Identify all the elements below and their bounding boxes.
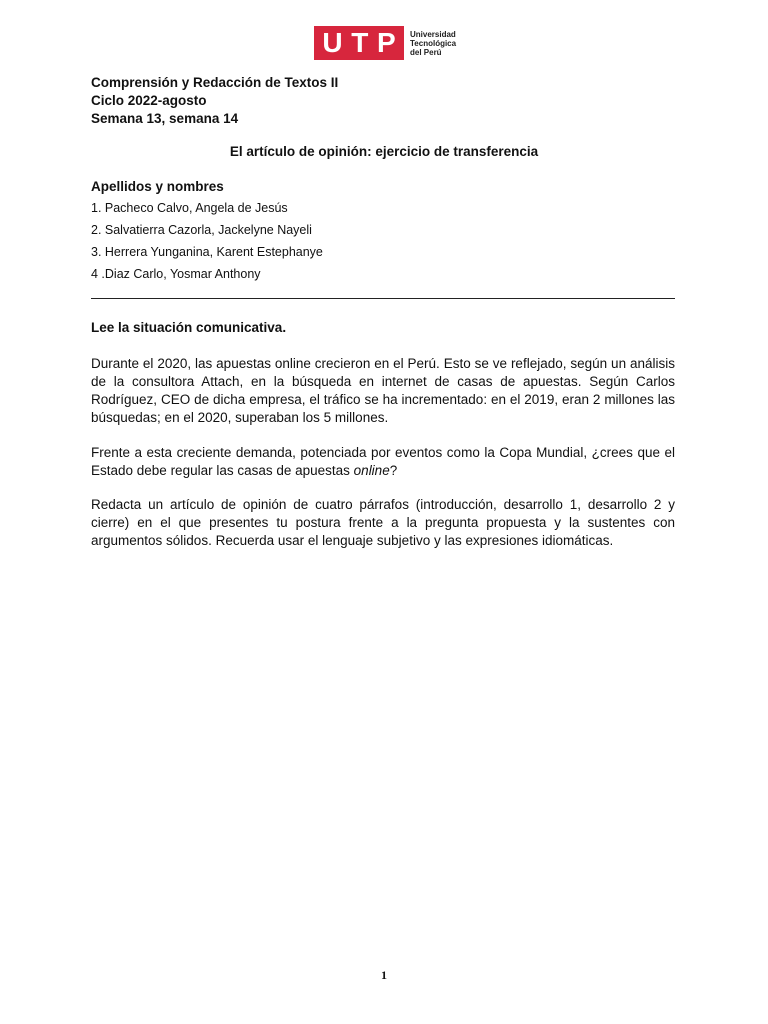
logo-letter-u: U: [322, 27, 343, 58]
name-item: 2. Salvatierra Cazorla, Jackelyne Nayeli: [91, 223, 312, 237]
paragraph-2-italic: online: [353, 463, 390, 478]
name-item: 3. Herrera Yunganina, Karent Estephanye: [91, 245, 323, 259]
utp-logo-mark: [314, 26, 404, 60]
utp-logo-text: [410, 30, 456, 57]
logo-text-line-2: Tecnológica: [410, 38, 457, 48]
course-cycle: Ciclo 2022-agosto: [91, 93, 207, 108]
logo-text-line-1: Universidad: [410, 29, 456, 39]
paragraph-2: [91, 444, 675, 480]
paragraph-2-start: Frente a esta creciente demanda, potenciada por eventos como la Copa Mundial, ¿crees que el Estado debe regular las casas de apuestas: [91, 445, 675, 478]
utp-logo: [314, 26, 456, 60]
page-number: 1: [381, 968, 387, 982]
logo-letter-t: T: [351, 27, 369, 58]
separator-line: [91, 298, 675, 299]
names-list: [91, 197, 323, 285]
logo-letter-p: P: [376, 27, 396, 58]
paragraph-1: Durante el 2020, las apuestas online crecieron en el Perú. Esto se ve reflejado, según un análisis de la consultora Attach, en la búsqueda en internet de casas de apuestas. Según Carlos Rodríguez, CEO de dicha empresa, el tráfico se ha incrementado: en el 2019, eran 2 millones las búsquedas; en el 2020, superaban los 5 millones.: [91, 356, 675, 425]
section-heading: Lee la situación comunicativa.: [91, 320, 287, 335]
logo-text-line-3: del Perú: [410, 47, 442, 57]
course-name: Comprensión y Redacción de Textos II: [91, 75, 339, 90]
name-item: 1. Pacheco Calvo, Angela de Jesús: [91, 201, 288, 215]
paragraph-2-end: ?: [389, 463, 398, 478]
course-header: [91, 74, 338, 128]
paragraph-3: Redacta un artículo de opinión de cuatro párrafos (introducción, desarrollo 1, desarrollo 2 y cierre) en el que presentes tu postura frente a la pregunta propuesta y la sustentes con argumentos sólidos. Recuerda usar el lenguaje subjetivo y las expresiones idiomáticas.: [91, 497, 675, 548]
document-title: El artículo de opinión: ejercicio de transferencia: [229, 144, 539, 159]
course-week: Semana 13, semana 14: [91, 111, 239, 126]
name-item: 4 .Diaz Carlo, Yosmar Anthony: [91, 267, 261, 281]
names-heading: Apellidos y nombres: [91, 179, 224, 194]
